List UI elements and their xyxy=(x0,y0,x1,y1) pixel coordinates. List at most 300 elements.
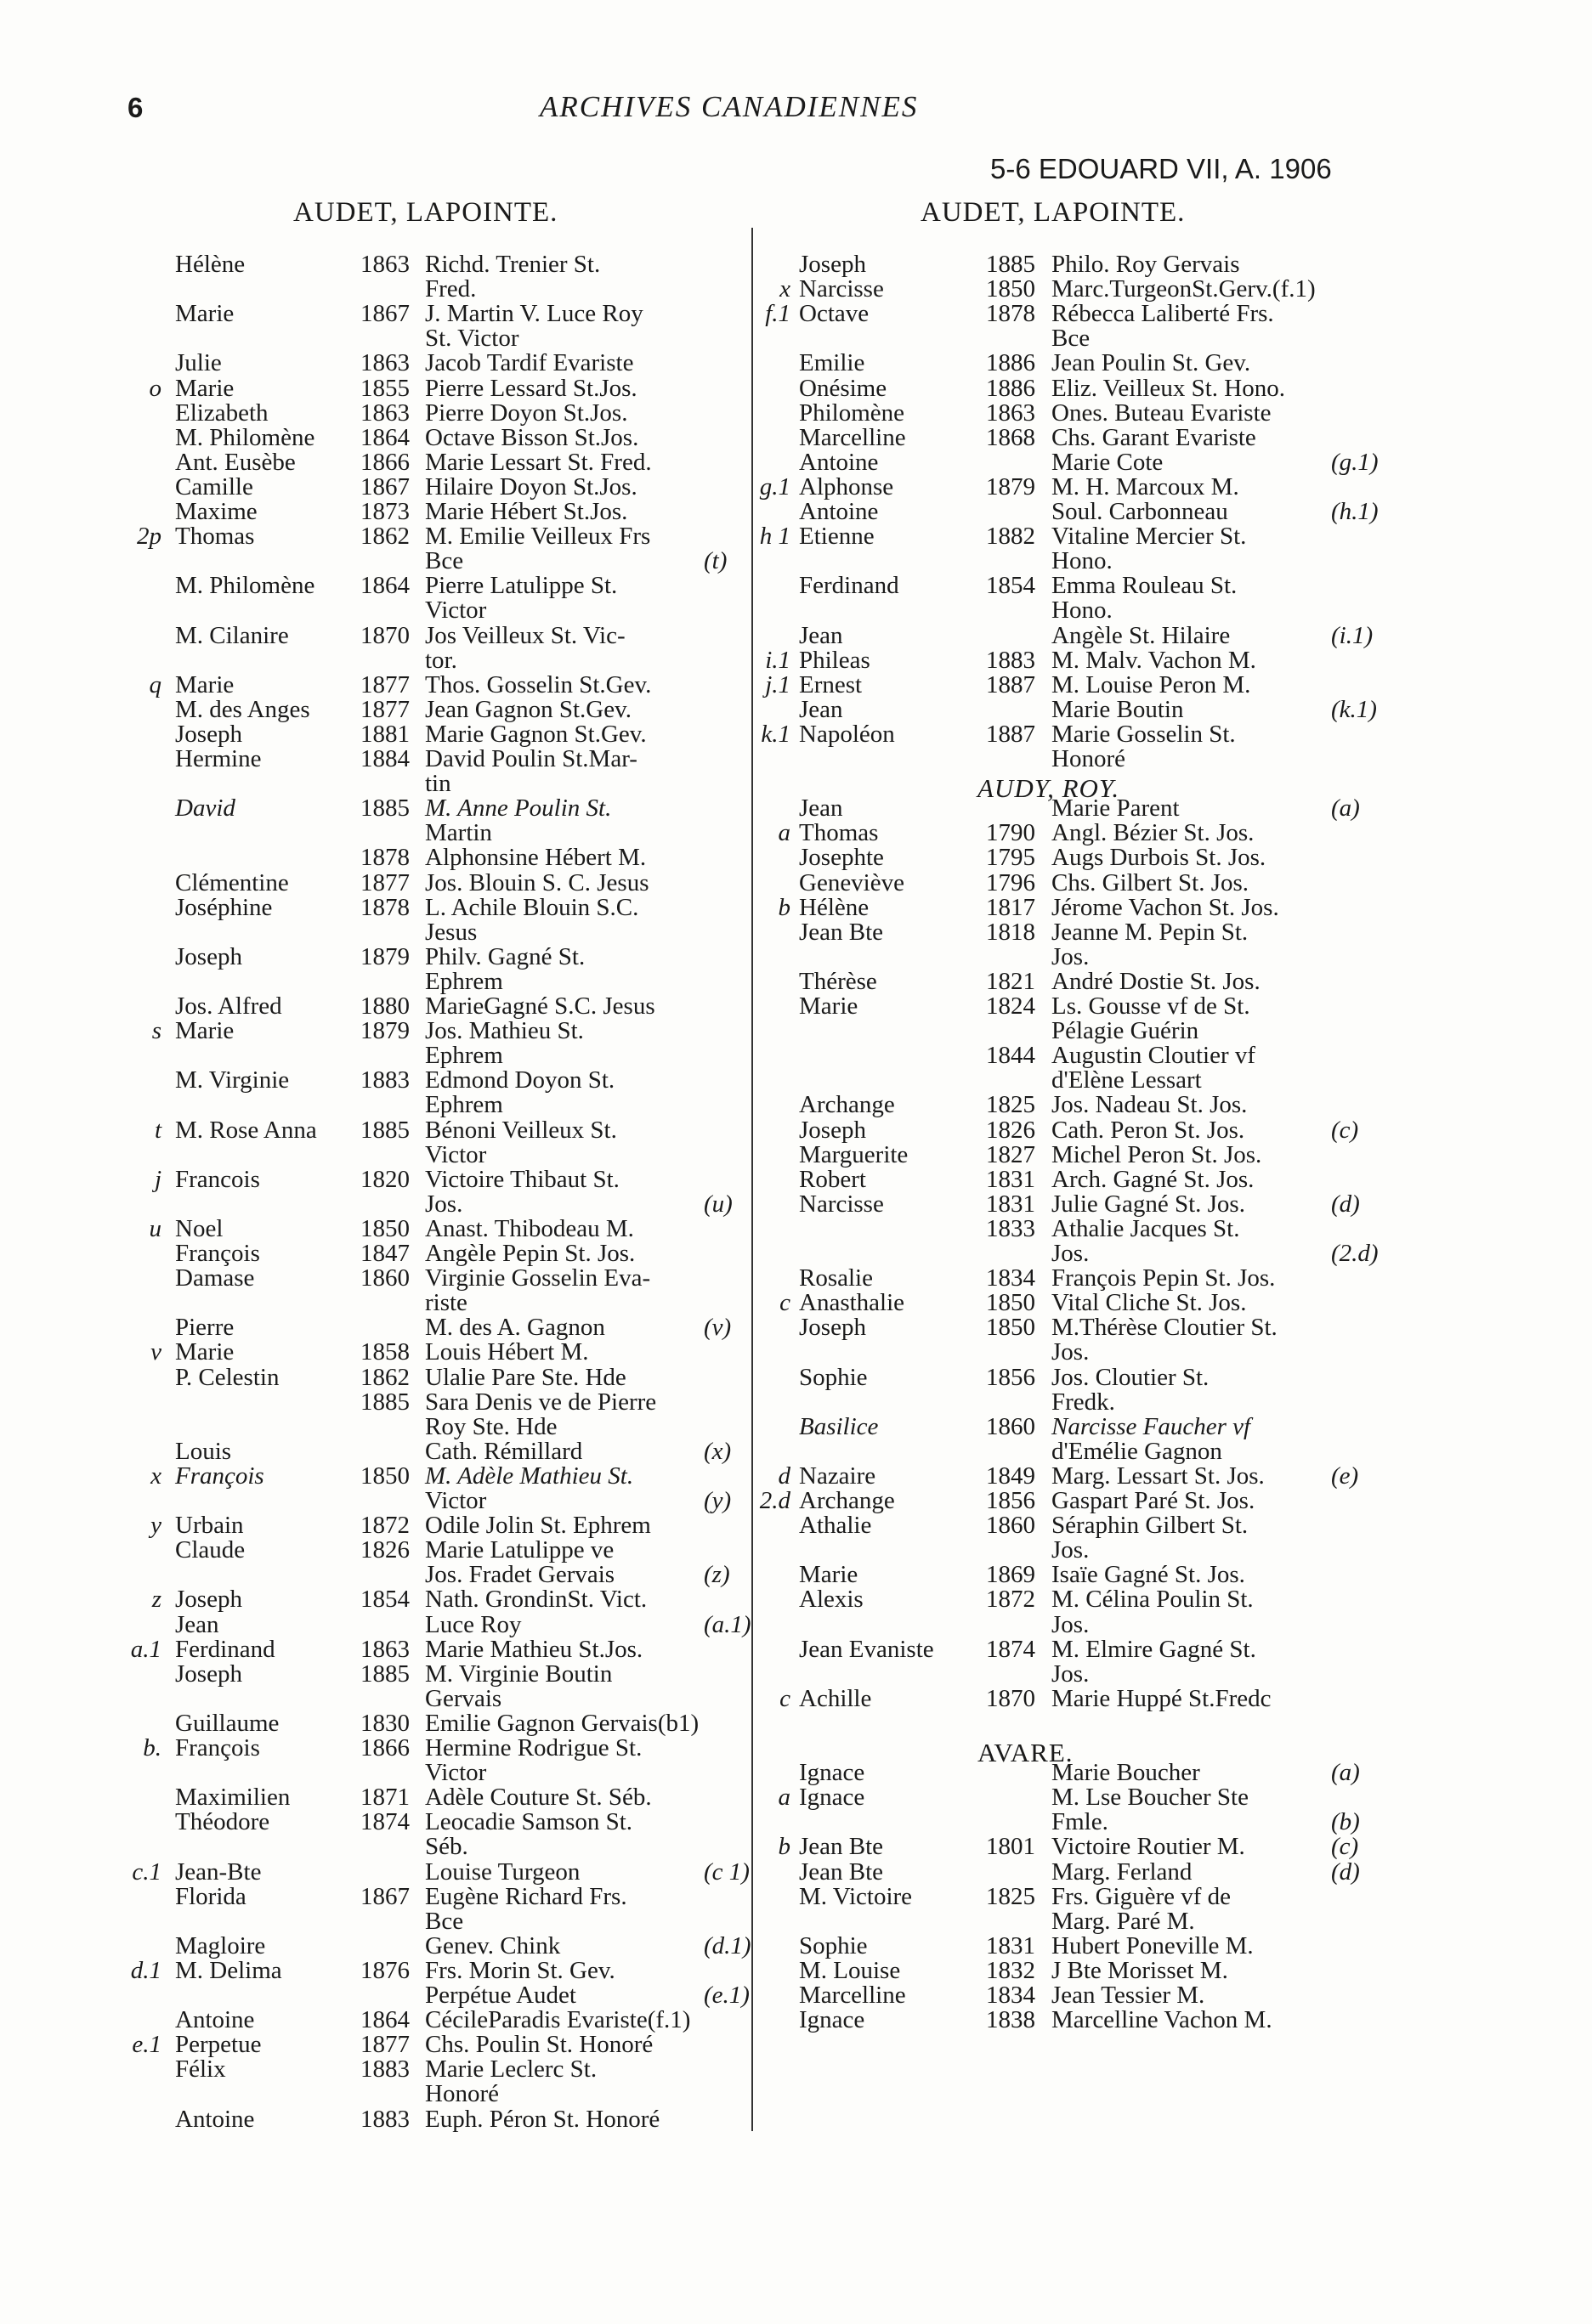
entry-mark: t xyxy=(154,1116,161,1144)
entry-note: (d.1) xyxy=(704,1931,751,1959)
entry-name: Sophie xyxy=(799,1363,868,1391)
entry-desc: M. Lse Boucher Ste xyxy=(1051,1784,1249,1812)
entry-desc: J Bte Morisset M. xyxy=(1051,1956,1228,1984)
entry-name: Francois xyxy=(175,1165,260,1193)
entry-year: 1795 xyxy=(986,844,1035,872)
entry-desc: Soul. Carbonneau xyxy=(1051,498,1228,525)
session-label: 5-6 EDOUARD VII, A. 1906 xyxy=(990,153,1332,184)
page-number: 6 xyxy=(127,92,144,123)
entry-name: Camille xyxy=(175,472,253,500)
entry-name: M. Louise xyxy=(799,1956,901,1984)
entry-year: 1833 xyxy=(986,1214,1035,1242)
entry-desc: Luce Roy xyxy=(425,1610,522,1638)
entry-name: Joséphine xyxy=(175,893,273,921)
entry-desc: Marg. Lessart St. Jos. xyxy=(1051,1462,1265,1490)
entry-note: (g.1) xyxy=(1331,448,1379,476)
entry-year: 1886 xyxy=(986,349,1035,377)
entry-desc: Philo. Roy Gervais xyxy=(1051,251,1240,278)
entry-desc: M. Malv. Vachon M. xyxy=(1051,646,1256,674)
entry-year: 1881 xyxy=(360,720,410,748)
entry-note: (d) xyxy=(1331,1858,1360,1886)
entry-name: Marie xyxy=(175,670,235,698)
entry-mark: a.1 xyxy=(130,1635,161,1663)
entry-year: 1831 xyxy=(986,1165,1035,1193)
entry-name: Sophie xyxy=(799,1931,868,1959)
entry-name: Claude xyxy=(175,1536,246,1564)
entry-name: Marguerite xyxy=(799,1140,909,1168)
entry-desc: Louis Hébert M. xyxy=(425,1338,589,1366)
entry-name: M. des Anges xyxy=(175,695,310,723)
entry-desc: tor. xyxy=(425,646,457,674)
entry-year: 1844 xyxy=(986,1042,1035,1070)
entry-name: Jean Bte xyxy=(799,1833,884,1861)
entry-mark: c xyxy=(779,1684,790,1712)
entry-desc: Adèle Couture St. Séb. xyxy=(425,1784,652,1812)
entry-desc: Victoire Routier M. xyxy=(1051,1833,1245,1861)
subsection-heading: AUDY, ROY. xyxy=(977,773,1120,804)
entry-year: 1874 xyxy=(986,1635,1035,1663)
entry-desc: Sara Denis ve de Pierre xyxy=(425,1388,657,1416)
entry-mark: y xyxy=(150,1512,161,1540)
entry-desc: Ls. Gousse vf de St. xyxy=(1051,992,1250,1020)
entry-name: Hélène xyxy=(799,893,870,921)
entry-desc: Emilie Gagnon Gervais(b1) xyxy=(425,1709,700,1737)
entry-desc: M. Célina Poulin St. xyxy=(1051,1586,1254,1614)
entry-name: M. Victoire xyxy=(799,1882,913,1910)
entry-desc: Marcelline Vachon M. xyxy=(1051,2006,1272,2034)
entry-year: 1866 xyxy=(360,448,410,476)
entry-desc: Michel Peron St. Jos. xyxy=(1051,1140,1262,1168)
entry-desc: Octave Bisson St.Jos. xyxy=(425,423,639,451)
entry-year: 1831 xyxy=(986,1190,1035,1218)
entry-desc: Virginie Gosselin Eva- xyxy=(425,1264,651,1292)
entry-year: 1860 xyxy=(986,1512,1035,1540)
entry-name: Clémentine xyxy=(175,868,289,896)
entry-year: 1885 xyxy=(360,794,410,823)
entry-desc: Odile Jolin St. Ephrem xyxy=(425,1512,651,1540)
entry-name: Ernest xyxy=(799,670,863,698)
entry-year: 1801 xyxy=(986,1833,1035,1861)
entry-desc: Pierre Latulippe St. xyxy=(425,572,618,600)
entry-desc: M. Anne Poulin St. xyxy=(425,794,612,823)
entry-desc: Marie Boucher xyxy=(1051,1759,1200,1787)
entry-mark: v xyxy=(150,1338,161,1366)
entry-mark: q xyxy=(149,670,161,698)
entry-year: 1855 xyxy=(360,374,410,402)
entry-year: 1876 xyxy=(360,1956,410,1984)
entry-note: (a) xyxy=(1331,1759,1360,1787)
entry-year: 1879 xyxy=(986,472,1035,500)
entry-desc: Jos. xyxy=(1051,1660,1090,1688)
left-section-title: AUDET, LAPOINTE. xyxy=(293,197,558,228)
entry-name: Jean Bte xyxy=(799,1858,884,1886)
entry-name: Hélène xyxy=(175,251,246,278)
entry-mark: h 1 xyxy=(759,523,790,551)
entry-desc: Bénoni Veilleux St. xyxy=(425,1116,617,1144)
entry-desc: Marg. Paré M. xyxy=(1051,1907,1195,1935)
entry-desc: Anast. Thibodeau M. xyxy=(425,1214,634,1242)
entry-name: Octave xyxy=(799,300,870,328)
entry-desc: M.Thérèse Cloutier St. xyxy=(1051,1314,1278,1342)
entry-name: Antoine xyxy=(799,498,879,525)
entry-year: 1878 xyxy=(986,300,1035,328)
entry-year: 1867 xyxy=(360,300,410,328)
entry-desc: Victor xyxy=(425,1140,487,1168)
entry-year: 1863 xyxy=(360,349,410,377)
entry-year: 1862 xyxy=(360,523,410,551)
entry-name: Joseph xyxy=(799,1116,866,1144)
entry-desc: Jean Gagnon St.Gev. xyxy=(425,695,632,723)
entry-name: Hermine xyxy=(175,745,262,772)
entry-year: 1817 xyxy=(986,893,1035,921)
entry-year: 1877 xyxy=(360,670,410,698)
entry-desc: Eugène Richard Frs. xyxy=(425,1882,627,1910)
entry-name: Thomas xyxy=(799,819,879,847)
entry-year: 1864 xyxy=(360,2006,410,2034)
entry-desc: d'Emélie Gagnon xyxy=(1051,1437,1222,1465)
entry-desc: Séraphin Gilbert St. xyxy=(1051,1512,1249,1540)
entry-desc: Jean Tessier M. xyxy=(1051,1982,1205,2009)
entry-name: François xyxy=(175,1462,264,1490)
entry-mark: j.1 xyxy=(765,670,790,698)
entry-desc: Jérome Vachon St. Jos. xyxy=(1051,893,1279,921)
entry-desc: Hono. xyxy=(1051,597,1113,625)
entry-desc: Alphonsine Hébert M. xyxy=(425,844,647,872)
entry-note: (c 1) xyxy=(704,1858,750,1886)
entry-year: 1877 xyxy=(360,868,410,896)
entry-mark: b xyxy=(778,893,790,921)
entry-desc: Marie Hébert St.Jos. xyxy=(425,498,628,525)
entry-note: (c) xyxy=(1331,1116,1359,1144)
entry-year: 1885 xyxy=(360,1660,410,1688)
entry-desc: Angèle St. Hilaire xyxy=(1051,621,1231,649)
entry-year: 1877 xyxy=(360,2031,410,2059)
entry-desc: Bce xyxy=(425,547,464,575)
entry-desc: Jos. Cloutier St. xyxy=(1051,1363,1210,1391)
entry-desc: Hono. xyxy=(1051,547,1113,575)
entry-name: Félix xyxy=(175,2055,226,2084)
entry-name: Marcelline xyxy=(799,1982,906,2009)
entry-year: 1849 xyxy=(986,1462,1035,1490)
entry-year: 1862 xyxy=(360,1363,410,1391)
entry-desc: Richd. Trenier St. xyxy=(425,251,601,278)
entry-desc: d'Elène Lessart xyxy=(1051,1066,1202,1094)
entry-year: 1883 xyxy=(986,646,1035,674)
entry-name: Marie xyxy=(799,992,858,1020)
entry-name: Joseph xyxy=(175,942,242,970)
entry-note: (i.1) xyxy=(1331,621,1374,649)
entry-desc: Ephrem xyxy=(425,1042,503,1070)
entry-name: Josephte xyxy=(799,844,884,872)
entry-name: Ant. Eusèbe xyxy=(175,448,296,476)
entry-note: (k.1) xyxy=(1331,695,1377,723)
entry-desc: Jesus xyxy=(425,918,478,946)
entry-desc: Hilaire Doyon St.Jos. xyxy=(425,472,637,500)
entry-mark: d xyxy=(778,1462,790,1490)
entry-name: Jean-Bte xyxy=(175,1858,262,1886)
entry-name: Onésime xyxy=(799,374,887,402)
entry-name: Louis xyxy=(175,1437,232,1465)
entry-name: Pierre xyxy=(175,1314,235,1342)
entry-desc: Marie Huppé St.Fredc xyxy=(1051,1684,1272,1712)
entry-name: Joseph xyxy=(799,1314,866,1342)
entry-year: 1850 xyxy=(986,1314,1035,1342)
entry-year: 1825 xyxy=(986,1882,1035,1910)
entry-desc: Victor xyxy=(425,1759,487,1787)
entry-year: 1871 xyxy=(360,1784,410,1812)
entry-desc: Arch. Gagné St. Jos. xyxy=(1051,1165,1255,1193)
entry-note: (d) xyxy=(1331,1190,1360,1218)
entry-note: (v) xyxy=(704,1314,732,1342)
entry-desc: Victor xyxy=(425,1487,487,1514)
entry-name: Geneviève xyxy=(799,868,904,896)
entry-desc: Cath. Peron St. Jos. xyxy=(1051,1116,1245,1144)
entry-desc: Ulalie Pare Ste. Hde xyxy=(425,1363,626,1391)
entry-year: 1872 xyxy=(360,1512,410,1540)
entry-year: 1887 xyxy=(986,670,1035,698)
entry-desc: Perpétue Audet xyxy=(425,1982,576,2009)
entry-name: Archange xyxy=(799,1091,895,1119)
entry-year: 1883 xyxy=(360,2105,410,2133)
entry-mark: i.1 xyxy=(765,646,790,674)
entry-desc: Jos. xyxy=(1051,1536,1090,1564)
entry-name: Jean Evaniste xyxy=(799,1635,934,1663)
entry-name: Athalie xyxy=(799,1512,872,1540)
entry-desc: Augustin Cloutier vf xyxy=(1051,1042,1256,1070)
entry-name: Damase xyxy=(175,1264,255,1292)
entry-name: Joseph xyxy=(799,251,866,278)
entry-year: 1878 xyxy=(360,844,410,872)
entry-year: 1863 xyxy=(360,399,410,427)
entry-mark: d.1 xyxy=(130,1956,161,1984)
entry-mark: c.1 xyxy=(132,1858,161,1886)
entry-desc: Ephrem xyxy=(425,967,503,995)
entry-desc: Jos. xyxy=(425,1190,463,1218)
entry-note: (z) xyxy=(704,1561,730,1589)
entry-note: (x) xyxy=(704,1437,732,1465)
entry-year: 1874 xyxy=(360,1808,410,1836)
entry-desc: Philv. Gagné St. xyxy=(425,942,586,970)
entry-name: Alexis xyxy=(799,1586,864,1614)
entry-desc: M. Emilie Veilleux Frs xyxy=(425,523,651,551)
entry-desc: MarieGagné S.C. Jesus xyxy=(425,992,655,1020)
entry-year: 1860 xyxy=(986,1412,1035,1440)
entry-name: Maximilien xyxy=(175,1784,291,1812)
entry-year: 1870 xyxy=(986,1684,1035,1712)
entry-name: M. Philomène xyxy=(175,572,315,600)
entry-year: 1850 xyxy=(986,1289,1035,1317)
entry-year: 1870 xyxy=(360,621,410,649)
entry-desc: Marie Gosselin St. xyxy=(1051,720,1236,748)
entry-desc: Nath. GrondinSt. Vict. xyxy=(425,1586,648,1614)
entry-name: Joseph xyxy=(175,720,242,748)
entry-year: 1867 xyxy=(360,472,410,500)
entry-name: Joseph xyxy=(175,1660,242,1688)
entry-name: Ignace xyxy=(799,1784,865,1812)
entry-year: 1818 xyxy=(986,918,1035,946)
entry-name: François xyxy=(175,1734,260,1761)
entry-name: Florida xyxy=(175,1882,246,1910)
entry-desc: Frs. Morin St. Gev. xyxy=(425,1956,615,1984)
entry-name: P. Celestin xyxy=(175,1363,280,1391)
entry-mark: 2p xyxy=(137,523,161,551)
entry-mark: c xyxy=(779,1289,790,1317)
entry-year: 1885 xyxy=(360,1116,410,1144)
entry-desc: M. Virginie Boutin xyxy=(425,1660,613,1688)
entry-name: Jean Bte xyxy=(799,918,884,946)
entry-desc: Jos. Mathieu St. xyxy=(425,1017,584,1045)
entry-desc: Thos. Gosselin St.Gev. xyxy=(425,670,652,698)
entry-desc: Emma Rouleau St. xyxy=(1051,572,1238,600)
entry-desc: David Poulin St.Mar- xyxy=(425,745,637,772)
entry-year: 1821 xyxy=(986,967,1035,995)
entry-name: Antoine xyxy=(799,448,879,476)
entry-desc: Ephrem xyxy=(425,1091,503,1119)
entry-note: (e) xyxy=(1331,1462,1359,1490)
entry-mark: u xyxy=(149,1214,161,1242)
entry-mark: g.1 xyxy=(759,472,790,500)
entry-desc: Narcisse Faucher vf xyxy=(1051,1412,1251,1440)
entry-name: Anasthalie xyxy=(799,1289,905,1317)
entry-name: Ferdinand xyxy=(175,1635,275,1663)
entry-desc: Jean Poulin St. Gev. xyxy=(1051,349,1251,377)
entry-note: (e.1) xyxy=(704,1982,750,2009)
entry-mark: b. xyxy=(143,1734,161,1761)
entry-note: (t) xyxy=(704,547,728,575)
entry-desc: Marg. Ferland xyxy=(1051,1858,1193,1886)
entry-desc: Jos. xyxy=(1051,1610,1090,1638)
entry-year: 1869 xyxy=(986,1561,1035,1589)
entry-name: Guillaume xyxy=(175,1709,280,1737)
entry-desc: Hubert Poneville M. xyxy=(1051,1931,1254,1959)
entry-year: 1826 xyxy=(986,1116,1035,1144)
entry-year: 1880 xyxy=(360,992,410,1020)
entry-desc: CécileParadis Evariste(f.1) xyxy=(425,2006,691,2034)
entry-name: M. Virginie xyxy=(175,1066,290,1094)
entry-desc: Fredk. xyxy=(1051,1388,1115,1416)
entry-year: 1796 xyxy=(986,868,1035,896)
entry-name: Etienne xyxy=(799,523,875,551)
entry-desc: M. Adèle Mathieu St. xyxy=(425,1462,634,1490)
entry-name: Alphonse xyxy=(799,472,894,500)
entry-name: Urbain xyxy=(175,1512,244,1540)
entry-note: (h.1) xyxy=(1331,498,1379,525)
entry-desc: Marc.TurgeonSt.Gerv.(f.1) xyxy=(1051,275,1316,303)
entry-year: 1867 xyxy=(360,1882,410,1910)
entry-year: 1856 xyxy=(986,1363,1035,1391)
entry-desc: Chs. Poulin St. Honoré xyxy=(425,2031,654,2059)
entry-desc: Rébecca Laliberté Frs. xyxy=(1051,300,1274,328)
entry-year: 1854 xyxy=(986,572,1035,600)
entry-mark: x xyxy=(779,275,790,303)
entry-name: Nazaire xyxy=(799,1462,876,1490)
entry-name: Elizabeth xyxy=(175,399,269,427)
entry-desc: L. Achile Blouin S.C. xyxy=(425,893,639,921)
entry-mark: z xyxy=(151,1586,161,1614)
running-head: ARCHIVES CANADIENNES xyxy=(540,90,919,123)
entry-name: Thérèse xyxy=(799,967,877,995)
entry-name: Ignace xyxy=(799,2006,865,2034)
entry-year: 1868 xyxy=(986,423,1035,451)
entry-mark: j xyxy=(154,1165,161,1193)
entry-desc: Louise Turgeon xyxy=(425,1858,581,1886)
entry-year: 1877 xyxy=(360,695,410,723)
entry-name: Rosalie xyxy=(799,1264,873,1292)
entry-desc: Frs. Giguère vf de xyxy=(1051,1882,1232,1910)
entry-desc: M. H. Marcoux M. xyxy=(1051,472,1239,500)
entry-desc: Augs Durbois St. Jos. xyxy=(1051,844,1266,872)
entry-name: Archange xyxy=(799,1487,895,1514)
entry-year: 1847 xyxy=(360,1240,410,1267)
entry-name: Marcelline xyxy=(799,423,906,451)
entry-name: Narcisse xyxy=(799,1190,884,1218)
entry-name: Robert xyxy=(799,1165,866,1193)
entry-year: 1879 xyxy=(360,1017,410,1045)
entry-name: Napoléon xyxy=(799,720,895,748)
entry-year: 1856 xyxy=(986,1487,1035,1514)
entry-name: Perpetue xyxy=(175,2031,262,2059)
entry-desc: Gaspart Paré St. Jos. xyxy=(1051,1487,1255,1514)
entry-name: Ferdinand xyxy=(799,572,899,600)
entry-desc: Jeanne M. Pepin St. xyxy=(1051,918,1249,946)
entry-mark: f.1 xyxy=(765,300,790,328)
entry-mark: s xyxy=(151,1017,161,1045)
entry-desc: Chs. Garant Evariste xyxy=(1051,423,1256,451)
entry-year: 1825 xyxy=(986,1091,1035,1119)
entry-name: Maxime xyxy=(175,498,258,525)
right-section-title: AUDET, LAPOINTE. xyxy=(921,197,1186,228)
entry-mark: x xyxy=(150,1462,161,1490)
entry-name: Achille xyxy=(799,1684,872,1712)
entry-desc: Jos. xyxy=(1051,1338,1090,1366)
entry-name: Jos. Alfred xyxy=(175,992,282,1020)
entry-desc: Vital Cliche St. Jos. xyxy=(1051,1289,1247,1317)
entry-year: 1831 xyxy=(986,1931,1035,1959)
entry-desc: Bce xyxy=(425,1907,464,1935)
entry-year: 1863 xyxy=(360,251,410,278)
entry-desc: Victor xyxy=(425,597,487,625)
entry-year: 1838 xyxy=(986,2006,1035,2034)
entry-name: Emilie xyxy=(799,349,865,377)
entry-desc: Marie Cote xyxy=(1051,448,1164,476)
entry-desc: Séb. xyxy=(425,1833,468,1861)
entry-year: 1830 xyxy=(360,1709,410,1737)
entry-year: 1863 xyxy=(360,1635,410,1663)
entry-year: 1850 xyxy=(360,1214,410,1242)
entry-desc: Fmle. xyxy=(1051,1808,1108,1836)
entry-year: 1790 xyxy=(986,819,1035,847)
entry-mark: 2.d xyxy=(759,1487,790,1514)
entry-mark: b xyxy=(778,1833,790,1861)
entry-desc: Jos. Blouin S. C. Jesus xyxy=(425,868,649,896)
entry-name: M. Cilanire xyxy=(175,621,289,649)
entry-desc: Jos. xyxy=(1051,942,1090,970)
entry-desc: Jacob Tardif Evariste xyxy=(425,349,634,377)
entry-desc: Leocadie Samson St. xyxy=(425,1808,633,1836)
entry-name: M. Philomène xyxy=(175,423,315,451)
entry-name: Théodore xyxy=(175,1808,270,1836)
entry-year: 1820 xyxy=(360,1165,410,1193)
entry-desc: Ones. Buteau Evariste xyxy=(1051,399,1272,427)
entry-desc: Jos Veilleux St. Vic- xyxy=(425,621,626,649)
entry-desc: Cath. Rémillard xyxy=(425,1437,583,1465)
subsection-heading: AVARE. xyxy=(977,1738,1074,1767)
entry-mark: k.1 xyxy=(761,720,790,748)
entry-desc: Marie Boutin xyxy=(1051,695,1184,723)
entry-year: 1872 xyxy=(986,1586,1035,1614)
entry-desc: François Pepin St. Jos. xyxy=(1051,1264,1276,1292)
entry-year: 1834 xyxy=(986,1982,1035,2009)
